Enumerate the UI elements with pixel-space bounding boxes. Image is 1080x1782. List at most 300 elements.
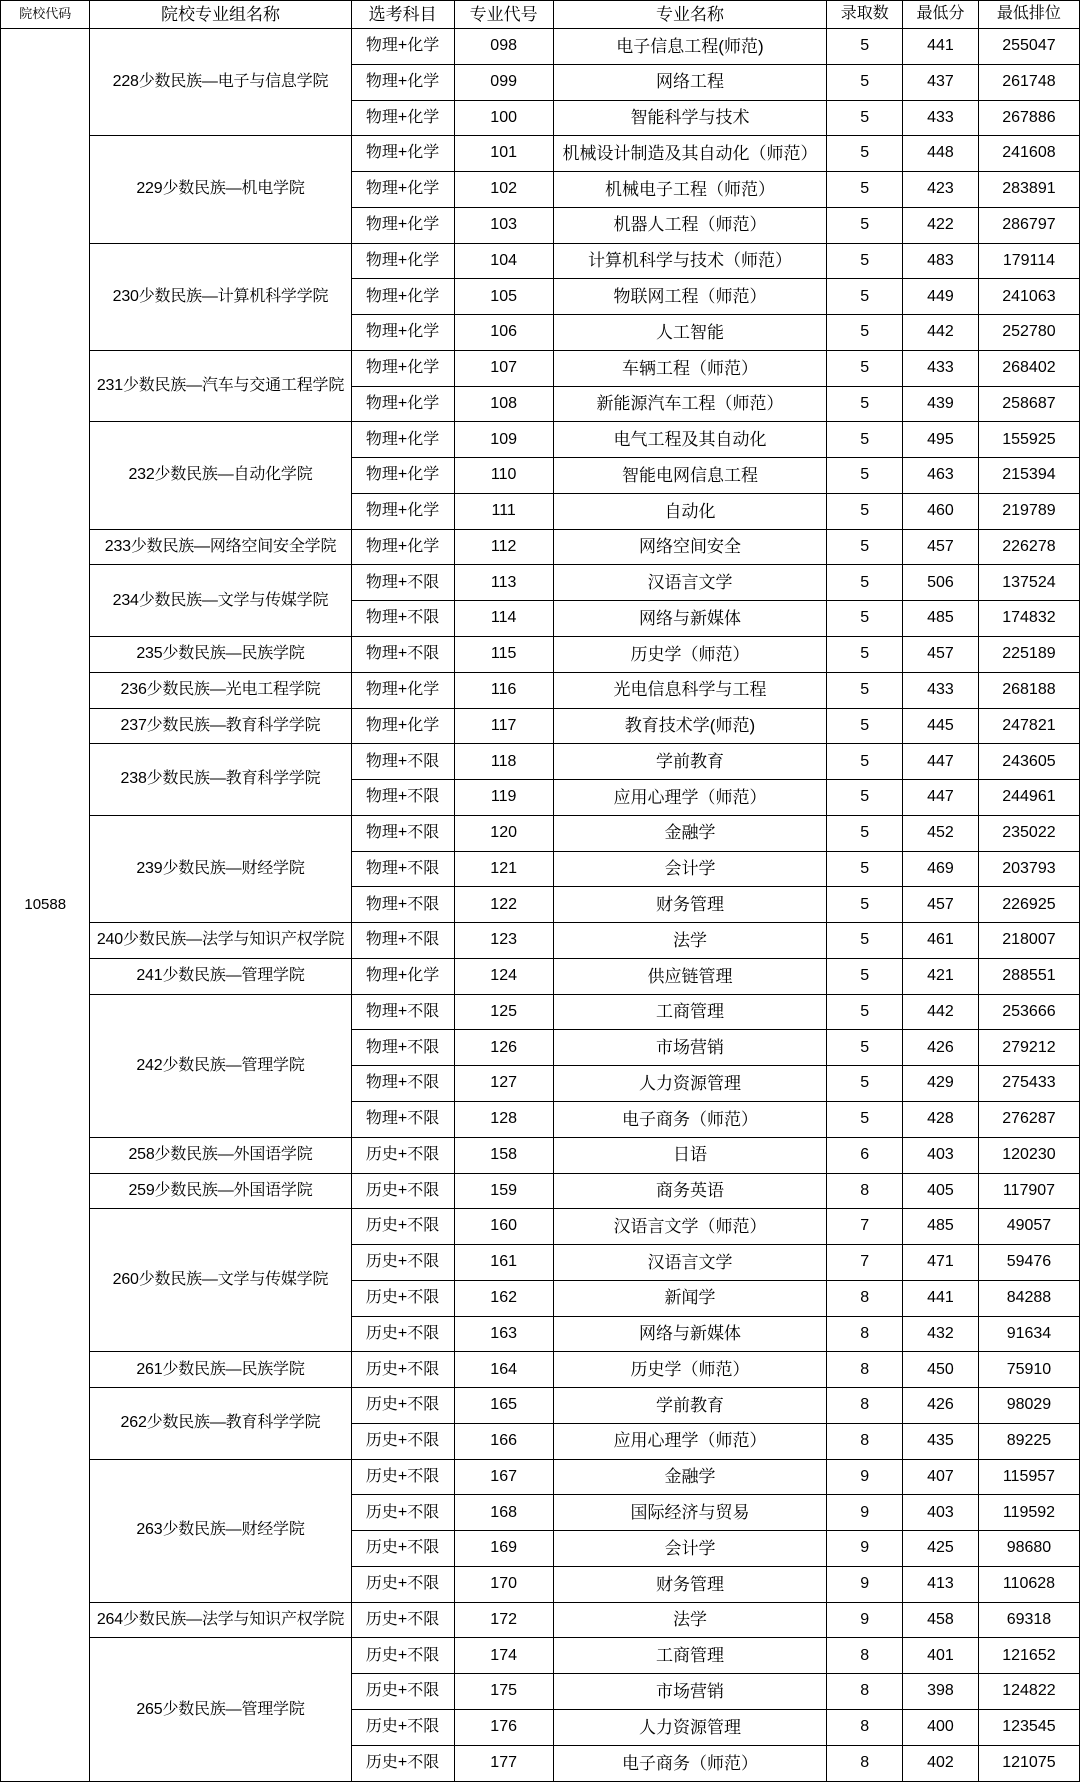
table-row (1, 243, 1080, 279)
min-score-cell: 445 (903, 708, 979, 744)
count-cell: 5 (827, 994, 903, 1030)
count-cell: 5 (827, 279, 903, 315)
major-name-cell: 智能科学与技术 (553, 100, 827, 136)
min-score-cell: 428 (903, 1101, 979, 1137)
subject-cell: 物理+化学 (351, 315, 454, 351)
major-name-cell: 人力资源管理 (553, 1066, 827, 1102)
subject-cell: 物理+不限 (351, 637, 454, 673)
group-name-cell: 260少数民族—文学与传媒学院 (90, 1209, 351, 1352)
count-cell: 5 (827, 565, 903, 601)
group-name-cell: 238少数民族—教育科学学院 (90, 744, 351, 816)
min-score-cell: 403 (903, 1495, 979, 1531)
major-name-cell: 机械电子工程（师范） (553, 172, 827, 208)
min-rank-cell: 89225 (978, 1423, 1079, 1459)
major-name-cell: 供应链管理 (553, 958, 827, 994)
group-name-cell: 239少数民族—财经学院 (90, 815, 351, 922)
major-code-cell: 099 (454, 64, 553, 100)
subject-cell: 历史+不限 (351, 1423, 454, 1459)
column-header-major-name: 专业名称 (553, 1, 827, 29)
table-row (1, 1173, 1080, 1209)
table-row (1, 708, 1080, 744)
min-score-cell: 450 (903, 1352, 979, 1388)
count-cell: 5 (827, 243, 903, 279)
major-name-cell: 计算机科学与技术（师范） (553, 243, 827, 279)
min-rank-cell: 91634 (978, 1316, 1079, 1352)
count-cell: 6 (827, 1137, 903, 1173)
major-code-cell: 109 (454, 422, 553, 458)
subject-cell: 物理+化学 (351, 279, 454, 315)
major-code-cell: 116 (454, 672, 553, 708)
subject-cell: 物理+化学 (351, 64, 454, 100)
major-code-cell: 127 (454, 1066, 553, 1102)
min-rank-cell: 98029 (978, 1388, 1079, 1424)
group-name-cell: 228少数民族—电子与信息学院 (90, 29, 351, 136)
min-rank-cell: 268188 (978, 672, 1079, 708)
subject-cell: 历史+不限 (351, 1709, 454, 1745)
subject-cell: 历史+不限 (351, 1352, 454, 1388)
subject-cell: 物理+化学 (351, 172, 454, 208)
major-code-cell: 175 (454, 1674, 553, 1710)
min-rank-cell: 286797 (978, 207, 1079, 243)
table-row (1, 422, 1080, 458)
min-score-cell: 407 (903, 1459, 979, 1495)
subject-cell: 物理+化学 (351, 708, 454, 744)
min-score-cell: 402 (903, 1745, 979, 1781)
major-code-cell: 114 (454, 601, 553, 637)
major-code-cell: 098 (454, 29, 553, 65)
table-header (1, 1, 1080, 29)
min-rank-cell: 241608 (978, 136, 1079, 172)
major-name-cell: 国际经济与贸易 (553, 1495, 827, 1531)
count-cell: 8 (827, 1674, 903, 1710)
major-code-cell: 113 (454, 565, 553, 601)
min-score-cell: 447 (903, 780, 979, 816)
count-cell: 9 (827, 1566, 903, 1602)
min-rank-cell: 253666 (978, 994, 1079, 1030)
min-rank-cell: 84288 (978, 1280, 1079, 1316)
major-code-cell: 161 (454, 1245, 553, 1281)
major-name-cell: 汉语言文学 (553, 565, 827, 601)
major-code-cell: 108 (454, 386, 553, 422)
subject-cell: 物理+化学 (351, 29, 454, 65)
count-cell: 5 (827, 744, 903, 780)
subject-cell: 历史+不限 (351, 1745, 454, 1781)
subject-cell: 历史+不限 (351, 1495, 454, 1531)
subject-cell: 物理+不限 (351, 994, 454, 1030)
min-score-cell: 449 (903, 279, 979, 315)
min-score-cell: 429 (903, 1066, 979, 1102)
count-cell: 8 (827, 1352, 903, 1388)
min-score-cell: 437 (903, 64, 979, 100)
major-name-cell: 电子信息工程(师范) (553, 29, 827, 65)
count-cell: 9 (827, 1495, 903, 1531)
group-name-cell: 234少数民族—文学与传媒学院 (90, 565, 351, 637)
subject-cell: 历史+不限 (351, 1209, 454, 1245)
major-code-cell: 123 (454, 923, 553, 959)
major-code-cell: 163 (454, 1316, 553, 1352)
count-cell: 5 (827, 386, 903, 422)
count-cell: 5 (827, 350, 903, 386)
group-name-cell: 229少数民族—机电学院 (90, 136, 351, 243)
count-cell: 5 (827, 493, 903, 529)
major-name-cell: 日语 (553, 1137, 827, 1173)
major-code-cell: 115 (454, 637, 553, 673)
min-score-cell: 432 (903, 1316, 979, 1352)
min-rank-cell: 226278 (978, 529, 1079, 565)
major-name-cell: 市场营销 (553, 1674, 827, 1710)
count-cell: 5 (827, 1101, 903, 1137)
table-row (1, 1602, 1080, 1638)
table-row (1, 136, 1080, 172)
count-cell: 5 (827, 887, 903, 923)
major-code-cell: 122 (454, 887, 553, 923)
min-score-cell: 469 (903, 851, 979, 887)
major-name-cell: 自动化 (553, 493, 827, 529)
count-cell: 5 (827, 1030, 903, 1066)
min-score-cell: 447 (903, 744, 979, 780)
major-code-cell: 176 (454, 1709, 553, 1745)
table-row (1, 565, 1080, 601)
subject-cell: 物理+化学 (351, 243, 454, 279)
table-body (1, 29, 1080, 1782)
major-code-cell: 121 (454, 851, 553, 887)
table-row (1, 672, 1080, 708)
count-cell: 5 (827, 780, 903, 816)
major-code-cell: 164 (454, 1352, 553, 1388)
count-cell: 8 (827, 1280, 903, 1316)
min-score-cell: 458 (903, 1602, 979, 1638)
min-score-cell: 435 (903, 1423, 979, 1459)
column-header-school-code: 院校代码 (1, 1, 90, 29)
min-score-cell: 442 (903, 315, 979, 351)
min-rank-cell: 267886 (978, 100, 1079, 136)
group-name-cell: 262少数民族—教育科学学院 (90, 1388, 351, 1460)
major-code-cell: 170 (454, 1566, 553, 1602)
min-rank-cell: 241063 (978, 279, 1079, 315)
major-name-cell: 历史学（师范） (553, 1352, 827, 1388)
major-name-cell: 汉语言文学 (553, 1245, 827, 1281)
group-name-cell: 259少数民族—外国语学院 (90, 1173, 351, 1209)
group-name-cell: 241少数民族—管理学院 (90, 958, 351, 994)
count-cell: 8 (827, 1173, 903, 1209)
major-code-cell: 112 (454, 529, 553, 565)
min-score-cell: 433 (903, 350, 979, 386)
count-cell: 5 (827, 422, 903, 458)
major-name-cell: 学前教育 (553, 1388, 827, 1424)
subject-cell: 历史+不限 (351, 1566, 454, 1602)
min-score-cell: 398 (903, 1674, 979, 1710)
count-cell: 5 (827, 100, 903, 136)
count-cell: 8 (827, 1638, 903, 1674)
major-name-cell: 人力资源管理 (553, 1709, 827, 1745)
min-score-cell: 441 (903, 1280, 979, 1316)
count-cell: 5 (827, 29, 903, 65)
major-name-cell: 网络与新媒体 (553, 601, 827, 637)
major-name-cell: 网络与新媒体 (553, 1316, 827, 1352)
major-name-cell: 电子商务（师范） (553, 1745, 827, 1781)
min-rank-cell: 121652 (978, 1638, 1079, 1674)
min-score-cell: 403 (903, 1137, 979, 1173)
major-code-cell: 167 (454, 1459, 553, 1495)
major-name-cell: 应用心理学（师范） (553, 1423, 827, 1459)
min-rank-cell: 110628 (978, 1566, 1079, 1602)
count-cell: 5 (827, 851, 903, 887)
major-code-cell: 126 (454, 1030, 553, 1066)
subject-cell: 历史+不限 (351, 1602, 454, 1638)
major-name-cell: 新闻学 (553, 1280, 827, 1316)
min-score-cell: 441 (903, 29, 979, 65)
min-score-cell: 457 (903, 887, 979, 923)
min-rank-cell: 59476 (978, 1245, 1079, 1281)
column-header-subject: 选考科目 (351, 1, 454, 29)
subject-cell: 历史+不限 (351, 1316, 454, 1352)
major-code-cell: 168 (454, 1495, 553, 1531)
major-name-cell: 应用心理学（师范） (553, 780, 827, 816)
table-row (1, 1459, 1080, 1495)
major-code-cell: 128 (454, 1101, 553, 1137)
subject-cell: 物理+不限 (351, 601, 454, 637)
table-row (1, 1352, 1080, 1388)
major-code-cell: 118 (454, 744, 553, 780)
table-row (1, 529, 1080, 565)
school-code-cell: 10588 (1, 29, 90, 1782)
min-rank-cell: 218007 (978, 923, 1079, 959)
subject-cell: 物理+不限 (351, 744, 454, 780)
major-name-cell: 机器人工程（师范） (553, 207, 827, 243)
group-name-cell: 261少数民族—民族学院 (90, 1352, 351, 1388)
major-code-cell: 101 (454, 136, 553, 172)
min-score-cell: 506 (903, 565, 979, 601)
table-row (1, 923, 1080, 959)
min-score-cell: 401 (903, 1638, 979, 1674)
min-rank-cell: 137524 (978, 565, 1079, 601)
min-rank-cell: 203793 (978, 851, 1079, 887)
min-score-cell: 485 (903, 601, 979, 637)
min-score-cell: 442 (903, 994, 979, 1030)
subject-cell: 物理+化学 (351, 422, 454, 458)
major-name-cell: 市场营销 (553, 1030, 827, 1066)
subject-cell: 物理+不限 (351, 1101, 454, 1137)
major-name-cell: 学前教育 (553, 744, 827, 780)
subject-cell: 物理+不限 (351, 1030, 454, 1066)
major-code-cell: 166 (454, 1423, 553, 1459)
min-rank-cell: 225189 (978, 637, 1079, 673)
table-row (1, 1209, 1080, 1245)
min-score-cell: 405 (903, 1173, 979, 1209)
major-name-cell: 机械设计制造及其自动化（师范） (553, 136, 827, 172)
major-name-cell: 历史学（师范） (553, 637, 827, 673)
major-name-cell: 网络空间安全 (553, 529, 827, 565)
table-row (1, 815, 1080, 851)
group-name-cell: 240少数民族—法学与知识产权学院 (90, 923, 351, 959)
major-code-cell: 110 (454, 458, 553, 494)
major-code-cell: 119 (454, 780, 553, 816)
major-name-cell: 光电信息科学与工程 (553, 672, 827, 708)
subject-cell: 物理+化学 (351, 458, 454, 494)
min-rank-cell: 174832 (978, 601, 1079, 637)
table-row (1, 637, 1080, 673)
major-name-cell: 会计学 (553, 851, 827, 887)
min-rank-cell: 275433 (978, 1066, 1079, 1102)
min-score-cell: 421 (903, 958, 979, 994)
major-code-cell: 162 (454, 1280, 553, 1316)
min-score-cell: 433 (903, 100, 979, 136)
count-cell: 9 (827, 1602, 903, 1638)
group-name-cell: 232少数民族—自动化学院 (90, 422, 351, 529)
major-name-cell: 人工智能 (553, 315, 827, 351)
subject-cell: 历史+不限 (351, 1137, 454, 1173)
subject-cell: 历史+不限 (351, 1173, 454, 1209)
column-header-major-code: 专业代号 (454, 1, 553, 29)
subject-cell: 物理+不限 (351, 923, 454, 959)
subject-cell: 物理+化学 (351, 493, 454, 529)
count-cell: 5 (827, 708, 903, 744)
min-rank-cell: 119592 (978, 1495, 1079, 1531)
subject-cell: 历史+不限 (351, 1245, 454, 1281)
count-cell: 5 (827, 315, 903, 351)
min-score-cell: 461 (903, 923, 979, 959)
count-cell: 8 (827, 1388, 903, 1424)
min-rank-cell: 243605 (978, 744, 1079, 780)
min-rank-cell: 258687 (978, 386, 1079, 422)
min-rank-cell: 244961 (978, 780, 1079, 816)
major-name-cell: 汉语言文学（师范） (553, 1209, 827, 1245)
major-name-cell: 商务英语 (553, 1173, 827, 1209)
header-row (1, 1, 1080, 29)
min-rank-cell: 226925 (978, 887, 1079, 923)
min-score-cell: 457 (903, 529, 979, 565)
min-rank-cell: 179114 (978, 243, 1079, 279)
column-header-count: 录取数 (827, 1, 903, 29)
group-name-cell: 265少数民族—管理学院 (90, 1638, 351, 1782)
subject-cell: 物理+化学 (351, 529, 454, 565)
subject-cell: 物理+不限 (351, 887, 454, 923)
count-cell: 7 (827, 1245, 903, 1281)
major-code-cell: 111 (454, 493, 553, 529)
subject-cell: 物理+化学 (351, 100, 454, 136)
table-row (1, 958, 1080, 994)
major-code-cell: 107 (454, 350, 553, 386)
min-rank-cell: 255047 (978, 29, 1079, 65)
major-code-cell: 165 (454, 1388, 553, 1424)
group-name-cell: 258少数民族—外国语学院 (90, 1137, 351, 1173)
count-cell: 7 (827, 1209, 903, 1245)
major-code-cell: 102 (454, 172, 553, 208)
subject-cell: 物理+化学 (351, 350, 454, 386)
subject-cell: 物理+化学 (351, 386, 454, 422)
major-code-cell: 120 (454, 815, 553, 851)
count-cell: 5 (827, 672, 903, 708)
table-row (1, 994, 1080, 1030)
min-rank-cell: 117907 (978, 1173, 1079, 1209)
group-name-cell: 230少数民族—计算机科学学院 (90, 243, 351, 350)
min-score-cell: 400 (903, 1709, 979, 1745)
min-rank-cell: 215394 (978, 458, 1079, 494)
major-name-cell: 新能源汽车工程（师范） (553, 386, 827, 422)
major-code-cell: 158 (454, 1137, 553, 1173)
min-score-cell: 422 (903, 207, 979, 243)
major-code-cell: 169 (454, 1531, 553, 1567)
major-name-cell: 工商管理 (553, 1638, 827, 1674)
major-name-cell: 会计学 (553, 1531, 827, 1567)
major-name-cell: 电气工程及其自动化 (553, 422, 827, 458)
min-rank-cell: 155925 (978, 422, 1079, 458)
major-name-cell: 教育技术学(师范) (553, 708, 827, 744)
subject-cell: 历史+不限 (351, 1531, 454, 1567)
min-score-cell: 483 (903, 243, 979, 279)
min-rank-cell: 120230 (978, 1137, 1079, 1173)
major-name-cell: 法学 (553, 1602, 827, 1638)
major-name-cell: 金融学 (553, 1459, 827, 1495)
subject-cell: 物理+化学 (351, 207, 454, 243)
min-score-cell: 485 (903, 1209, 979, 1245)
min-rank-cell: 276287 (978, 1101, 1079, 1137)
subject-cell: 物理+不限 (351, 780, 454, 816)
group-name-cell: 231少数民族—汽车与交通工程学院 (90, 350, 351, 422)
major-code-cell: 104 (454, 243, 553, 279)
min-score-cell: 463 (903, 458, 979, 494)
group-name-cell: 235少数民族—民族学院 (90, 637, 351, 673)
min-score-cell: 448 (903, 136, 979, 172)
major-code-cell: 124 (454, 958, 553, 994)
subject-cell: 物理+化学 (351, 958, 454, 994)
min-rank-cell: 219789 (978, 493, 1079, 529)
major-name-cell: 法学 (553, 923, 827, 959)
min-score-cell: 452 (903, 815, 979, 851)
count-cell: 9 (827, 1531, 903, 1567)
min-rank-cell: 115957 (978, 1459, 1079, 1495)
count-cell: 9 (827, 1459, 903, 1495)
table-row (1, 744, 1080, 780)
count-cell: 5 (827, 958, 903, 994)
major-name-cell: 电子商务（师范） (553, 1101, 827, 1137)
min-rank-cell: 279212 (978, 1030, 1079, 1066)
subject-cell: 历史+不限 (351, 1388, 454, 1424)
count-cell: 5 (827, 458, 903, 494)
min-rank-cell: 98680 (978, 1531, 1079, 1567)
min-rank-cell: 69318 (978, 1602, 1079, 1638)
major-code-cell: 174 (454, 1638, 553, 1674)
table-row (1, 1388, 1080, 1424)
min-rank-cell: 49057 (978, 1209, 1079, 1245)
column-header-group-name: 院校专业组名称 (90, 1, 351, 29)
count-cell: 8 (827, 1709, 903, 1745)
subject-cell: 物理+不限 (351, 1066, 454, 1102)
min-score-cell: 457 (903, 637, 979, 673)
min-rank-cell: 268402 (978, 350, 1079, 386)
table-row (1, 29, 1080, 65)
min-score-cell: 426 (903, 1030, 979, 1066)
major-name-cell: 工商管理 (553, 994, 827, 1030)
min-rank-cell: 261748 (978, 64, 1079, 100)
group-name-cell: 236少数民族—光电工程学院 (90, 672, 351, 708)
count-cell: 8 (827, 1423, 903, 1459)
group-name-cell: 237少数民族—教育科学学院 (90, 708, 351, 744)
subject-cell: 物理+不限 (351, 565, 454, 601)
major-code-cell: 103 (454, 207, 553, 243)
major-code-cell: 100 (454, 100, 553, 136)
min-score-cell: 426 (903, 1388, 979, 1424)
major-code-cell: 105 (454, 279, 553, 315)
min-score-cell: 425 (903, 1531, 979, 1567)
subject-cell: 历史+不限 (351, 1638, 454, 1674)
count-cell: 5 (827, 207, 903, 243)
group-name-cell: 233少数民族—网络空间安全学院 (90, 529, 351, 565)
count-cell: 8 (827, 1316, 903, 1352)
major-code-cell: 117 (454, 708, 553, 744)
min-score-cell: 471 (903, 1245, 979, 1281)
major-code-cell: 172 (454, 1602, 553, 1638)
